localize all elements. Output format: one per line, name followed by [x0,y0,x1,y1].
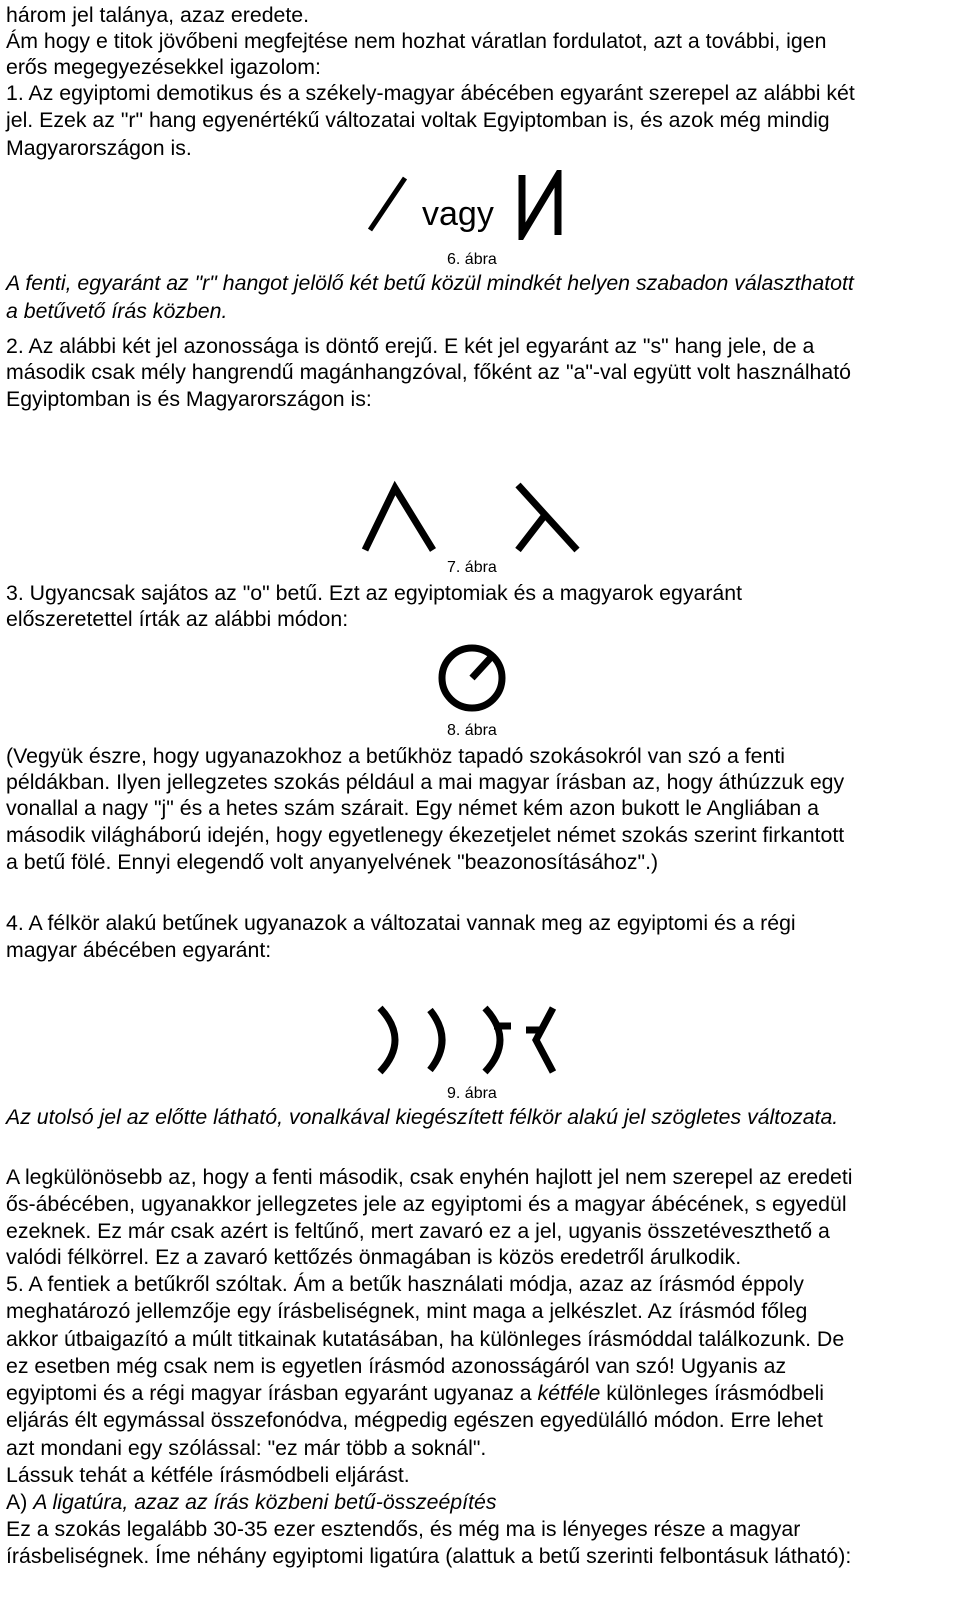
text-line: ez esetben még csak nem is egyetlen írásmód azonosságáról van szó! Ugyanis az [6,1354,787,1378]
text-line: ezeknek. Ez már csak azért is feltűnő, mert zavaró ez a jel, ugyanis összetéveszthető a [6,1219,830,1243]
figure-caption: 6. ábra [447,251,497,268]
figure-caption: 7. ábra [447,559,497,576]
section-heading [6,1489,496,1515]
s-caret-glyph [365,488,433,550]
o-stroke-glyph [472,654,494,678]
figure-8-glyphs [432,640,517,715]
text-line: azt mondani egy szólással: "ez már több a soknál". [6,1436,487,1460]
figure-note: a betűvető írás közben. [6,299,228,323]
text-line: második világháború idején, hogy egyetlenegy ékezetjelet német szokás szerint firkantott [6,823,845,847]
figure-9 [370,1000,570,1080]
text-line: Magyarországon is. [6,136,192,160]
r-slash-glyph [370,178,405,230]
text-run: egyiptomi és a régi magyar írásban egyaránt ugyanaz a [6,1381,538,1405]
angular-arc-glyph [526,1008,553,1072]
figure-caption: 8. ábra [447,722,497,739]
shallow-arc-glyph [430,1010,442,1070]
text-line: Lássuk tehát a kétféle írásmódbeli eljárást. [6,1463,410,1487]
section-title: A ligatúra, azaz az írás közbeni betű-összeépítés [33,1490,497,1514]
text-line: Egyiptomban is és Magyarországon is: [6,387,372,411]
figure-6-word: vagy [422,195,494,233]
text-line: a betű fölé. Ennyi elegendő volt anyanyelvének "beazonosításához".) [6,850,659,874]
figure-note: A fenti, egyaránt az "r" hangot jelölő két betű közül mindkét helyen szabadon választhatott [6,271,854,295]
text-line: erős megegyezésekkel igazolom: [6,55,321,79]
text-line: 1. Az egyiptomi demotikus és a székely-magyar ábécében egyaránt szerepel az alábbi két [6,81,855,105]
text-line: második csak mély hangrendű magánhangzóval, főként az "a"-val együtt volt használható [6,360,852,384]
text-run: különleges írásmódbeli [600,1381,825,1405]
text-line: magyar ábécében egyaránt: [6,938,272,962]
figure-caption: 9. ábra [447,1085,497,1102]
text-line: ős-ábécében, ugyanakkor jellegzetes jele az egyiptomi és a magyar ábécének, s egyedül [6,1192,847,1216]
r-n-glyph [522,175,558,235]
text-line: vonallal a nagy "j" és a hetes szám szárait. Egy német kém azon bukott le Angliában a [6,796,820,820]
figure-6 [365,170,575,240]
text-line: írásbeliségnek. Íme néhány egyiptomi ligatúra (alattuk a betű szerinti felbontásuk látható): [6,1544,852,1568]
text-line: valódi félkörrel. Ez a zavaró kettőzés önmagában is közös eredetről árulkodik. [6,1245,742,1269]
text-line: 4. A félkör alakú betűnek ugyanazok a változatai vannak meg az egyiptomi és a régi [6,911,796,935]
emphasis-word: kétféle [537,1381,601,1405]
figure-7-glyphs [360,480,590,555]
figure-9-glyphs [370,1000,570,1080]
semicircle-glyph [380,1008,395,1072]
figure-8 [432,640,517,715]
text-line: előszeretettel írták az alábbi módon: [6,607,349,631]
text-line: jel. Ezek az "r" hang egyenértékű változatai voltak Egyiptomban is, és azok még mindig [6,108,830,132]
s-lambda-glyph [518,485,577,550]
text-line: három jel talánya, azaz eredete. [6,3,310,27]
text-line [6,1380,824,1406]
text-line: példákban. Ilyen jellegzetes szokás például a mai magyar írásban az, hogy áthúzzuk egy [6,770,845,794]
text-line: Ám hogy e titok jövőbeni megfejtése nem hozhat váratlan fordulatot, azt a további, igen [6,29,827,53]
figure-note: Az utolsó jel az előtte látható, vonalkával kiegészített félkör alakú jel szögletes változata. [6,1105,839,1129]
section-prefix: A) [6,1490,34,1514]
text-line: 5. A fentiek a betűkről szóltak. Ám a betűk használati módja, azaz az írásmód éppoly [6,1272,804,1296]
text-line: meghatározó jellemzője egy írásbeliségnek, mint maga a jelkészlet. Az írásmód főleg [6,1299,808,1323]
text-line: (Vegyük észre, hogy ugyanazokhoz a betűkhöz tapadó szokásokról van szó a fenti [6,744,785,768]
text-line: eljárás élt egymással összefonódva, mégpedig egészen egyedülálló módon. Erre lehet [6,1408,823,1432]
text-line: 3. Ugyancsak sajátos az "o" betű. Ezt az egyiptomiak és a magyarok egyaránt [6,581,743,605]
arc-with-stroke-glyph [485,1008,511,1072]
text-line: 2. Az alábbi két jel azonossága is döntő erejű. E két jel egyaránt az "s" hang jele, de a [6,334,815,358]
text-line: Ez a szokás legalább 30-35 ezer esztendős, és még ma is lényeges része a magyar [6,1517,801,1541]
figure-6-glyphs [365,170,575,240]
figure-7 [360,480,590,555]
text-line: A legkülönösebb az, hogy a fenti második, csak enyhén hajlott jel nem szerepel az eredeti [6,1165,853,1189]
text-line: akkor útbaigazító a múlt titkainak kutatásában, ha különleges írásmóddal találkozunk. De [6,1327,845,1351]
